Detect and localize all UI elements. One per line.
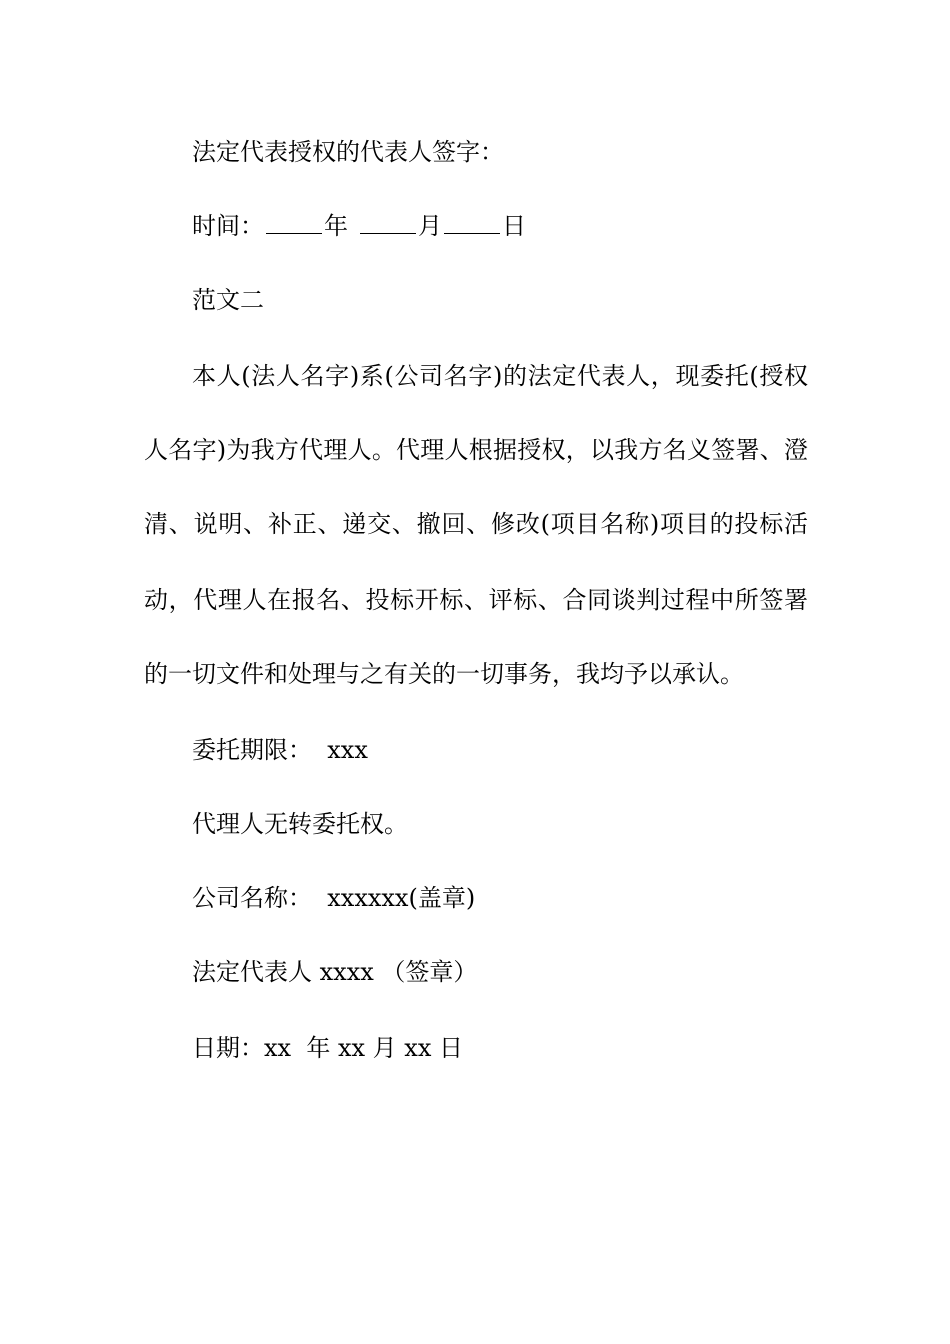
section-title: 范文二	[192, 286, 264, 314]
representative-line: 法定代表人 xxxx （签章）	[192, 958, 478, 986]
body-line: 的一切文件和处理与之有关的一切事务，我均予以承认。	[144, 660, 744, 688]
month-label: 月	[418, 212, 442, 240]
body-line: 人名字)为我方代理人。代理人根据授权，以我方名义签署、澄	[144, 436, 808, 464]
company-line: 公司名称： xxxxxx(盖章)	[192, 884, 476, 912]
day-label: 日	[502, 212, 526, 240]
month-blank	[360, 211, 416, 234]
body-line: 清、说明、补正、递交、撤回、修改(项目名称)项目的投标活	[144, 510, 808, 538]
no-transfer-line: 代理人无转委托权。	[192, 810, 408, 838]
day-blank	[444, 211, 500, 234]
time-label: 时间：	[192, 212, 264, 240]
time-line	[192, 210, 808, 242]
year-label: 年	[324, 212, 348, 240]
year-blank	[266, 211, 322, 234]
term-line: 委托期限： xxx	[192, 736, 368, 764]
date-line: 日期：xx 年 xx 月 xx 日	[192, 1034, 463, 1062]
signature-line: 法定代表授权的代表人签字：	[192, 138, 504, 166]
body-line: 动，代理人在报名、投标开标、评标、合同谈判过程中所签署	[144, 586, 808, 614]
body-line: 本人(法人名字)系(公司名字)的法定代表人，现委托(授权	[192, 362, 808, 390]
